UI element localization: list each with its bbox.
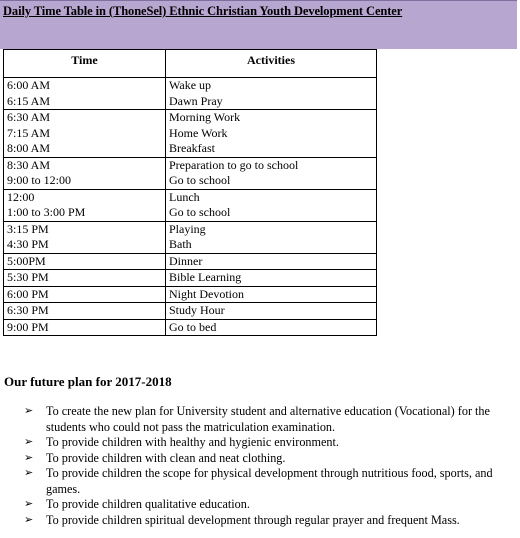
activity-cell xyxy=(166,110,377,158)
time-cell xyxy=(4,78,166,110)
time-cell xyxy=(4,303,166,320)
time-text: 6:00 AM xyxy=(7,78,51,92)
activity-cell xyxy=(166,303,377,320)
activity-text: Morning Work xyxy=(169,110,241,124)
arrow-bullet-icon: ➢ xyxy=(24,513,34,526)
arrow-bullet-icon: ➢ xyxy=(24,405,34,417)
list-item xyxy=(24,497,518,513)
plan-text: To provide children with healthy and hygienic environment. xyxy=(46,435,339,449)
activity-text: Bath xyxy=(169,237,192,251)
table-row xyxy=(4,78,377,110)
list-item xyxy=(24,513,518,529)
activity-cell xyxy=(166,286,377,303)
table-row xyxy=(4,189,377,221)
table-row xyxy=(4,110,377,158)
list-item xyxy=(24,404,518,435)
activity-cell xyxy=(166,319,377,336)
plan-text: To provide children spiritual development through regular prayer and frequent Mass. xyxy=(46,512,460,527)
timetable-header-row xyxy=(4,50,377,78)
activity-text: Home Work xyxy=(169,125,228,140)
time-text: 9:00 to 12:00 xyxy=(7,173,72,187)
activity-cell xyxy=(166,78,377,110)
table-row xyxy=(4,157,377,189)
plan-text: To create the new plan for University student and alternative education (Vocational) for the students who could not pass the matriculation examination. xyxy=(46,404,490,434)
activity-text: Lunch xyxy=(169,189,200,204)
activity-text: Night Devotion xyxy=(169,286,244,301)
time-text: 6:15 AM xyxy=(7,93,51,108)
activity-text: Go to school xyxy=(169,205,231,219)
activity-cell xyxy=(166,221,377,253)
time-text: 5:30 PM xyxy=(7,270,49,284)
time-text: 12:00 xyxy=(7,189,35,204)
time-text: 8:00 AM xyxy=(7,141,51,155)
table-row xyxy=(4,303,377,320)
time-cell xyxy=(4,157,166,189)
title-band xyxy=(0,0,517,49)
timetable-body xyxy=(4,78,377,336)
plan-text: To provide children the scope for physical development through nutritious food, sports, and games. xyxy=(46,466,493,496)
time-cell xyxy=(4,221,166,253)
time-cell xyxy=(4,253,166,270)
arrow-bullet-icon: ➢ xyxy=(24,436,34,448)
arrow-bullet-icon: ➢ xyxy=(24,498,34,510)
page-title: Daily Time Table in (ThoneSel) Ethnic Christian Youth Development Center xyxy=(3,4,403,18)
time-cell xyxy=(4,189,166,221)
time-cell xyxy=(4,319,166,336)
future-plan-title: Our future plan for 2017-2018 xyxy=(4,374,172,389)
time-text: 9:00 PM xyxy=(7,319,49,334)
time-cell xyxy=(4,110,166,158)
arrow-bullet-icon: ➢ xyxy=(24,451,34,464)
activity-text: Study Hour xyxy=(169,303,225,317)
activity-text: Breakfast xyxy=(169,141,215,155)
activity-text: Bible Learning xyxy=(169,270,242,284)
activity-cell xyxy=(166,253,377,270)
time-text: 3:15 PM xyxy=(7,221,49,236)
plan-text: To provide children with clean and neat clothing. xyxy=(46,450,286,465)
time-text: 6:00 PM xyxy=(7,286,49,301)
time-text: 8:30 AM xyxy=(7,157,51,172)
time-text: 7:15 AM xyxy=(7,125,51,140)
column-header-time: Time xyxy=(4,50,166,78)
activity-cell xyxy=(166,189,377,221)
activity-text: Preparation to go to school xyxy=(169,157,299,172)
time-cell xyxy=(4,286,166,303)
time-text: 1:00 to 3:00 PM xyxy=(7,205,86,219)
time-text: 5:00PM xyxy=(7,253,46,268)
column-header-activities: Activities xyxy=(166,50,377,78)
table-row xyxy=(4,319,377,336)
activity-cell xyxy=(166,157,377,189)
activity-text: Dinner xyxy=(169,253,203,268)
activity-text: Go to bed xyxy=(169,319,217,334)
activity-cell xyxy=(166,270,377,287)
time-cell xyxy=(4,270,166,287)
time-text: 4:30 PM xyxy=(7,237,49,251)
activity-text: Dawn Pray xyxy=(169,93,223,108)
timetable xyxy=(3,49,377,336)
time-text: 6:30 AM xyxy=(7,110,51,124)
list-item xyxy=(24,451,518,467)
activity-text: Wake up xyxy=(169,78,212,92)
activity-text: Go to school xyxy=(169,173,231,187)
time-text: 6:30 PM xyxy=(7,303,49,317)
table-row xyxy=(4,253,377,270)
future-plan-list xyxy=(24,404,518,528)
plan-text: To provide children qualitative education. xyxy=(46,497,250,511)
list-item xyxy=(24,466,518,497)
activity-text: Playing xyxy=(169,221,206,236)
table-row xyxy=(4,270,377,287)
table-row xyxy=(4,286,377,303)
list-item xyxy=(24,435,518,451)
table-row xyxy=(4,221,377,253)
arrow-bullet-icon: ➢ xyxy=(24,467,34,479)
